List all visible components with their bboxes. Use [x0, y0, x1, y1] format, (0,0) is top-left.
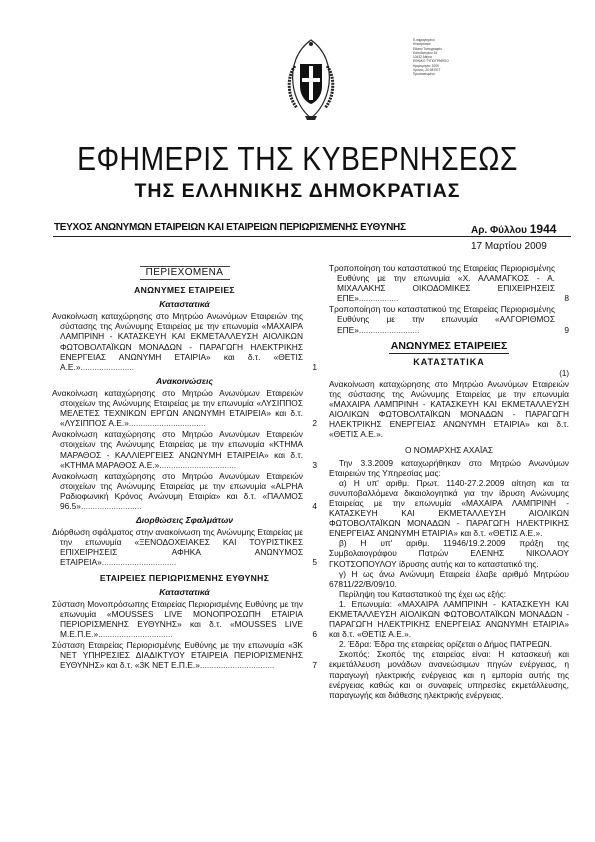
issue-number-value: 1944	[529, 222, 557, 236]
stamp-line: Εθνικό Τυπογραφείο	[413, 46, 442, 51]
toc-entry-text: Σύσταση Εταιρείας Περιορισμένης Ευθύνης με την επωνυμία «3Κ ΝΕΤ ΥΠΗΡΕΣΙΕΣ ΔΙΑΔΙΚΤΥΟΥ ΕΤΑΙΡΕΙΑ ΠΕΡΙΟΡΙΣΜΕΝΗΣ ΕΥΘΥΝΗΣ» και δ.τ. «3Κ ΝΕΤ Ε.Π.Ε.».	[52, 640, 303, 671]
toc-entry[interactable]	[52, 640, 317, 670]
contents-ltd-heading: ΕΤΑΙΡΕΙΕΣ ΠΕΡΙΩΡΙΣΜΕΝΗΣ ΕΥΘΥΝΗΣ	[99, 572, 270, 583]
body-paragraph: Περίληψη του Καταστατικού της έχει ως εξής:	[339, 588, 507, 599]
toc-entry-text: Σύσταση Μονοπρόσωπης Εταιρείας Περιορισμένης Ευθύνης με την επωνυμία «MOUSSES LIVE ΜΟΝΟΠΡΟΣΩΠΗ ΕΤΑΙΡΙΑ ΠΕΡΙΟΡΙΣΜΕΝΗΣ ΕΥΘΥΝΗΣ» και δ.τ. «MOUSSES LIVE Μ.Ε.Π.Ε.».	[52, 598, 303, 639]
gazette-title: ΕΦΗΜΕΡΙΣ ΤΗΣ ΚΥΒΕΡΝΗΣΕΩΣ	[77, 140, 518, 177]
contents-announcements-heading: Ανακοινώσεις	[156, 375, 213, 386]
announcement-ref-number: (1)	[559, 368, 569, 378]
body-paragraph: 2. Έδρα: Έδρα της εταιρείας ορίζεται ο Δήμος ΠΑΤΡΕΩΝ.	[339, 639, 552, 650]
toc-entry-text: Ανακοίνωση καταχώρησης στο Μητρώο Ανωνύμων Εταιρειών της σύστασης της Ανώνυμης Εταιρείας με την επωνυμία «ΜΑΧΑΙΡΑ ΛΑΜΠΡΙΝΗ - ΚΑΤΑΣΚΕΥΗ ΚΑΙ ΕΚΜΕΤΑΛΛΕΥΣΗ ΑΙΟΛΙΚΩΝ ΦΩΤΟΒΟΛΤΑΪΚΩΝ ΜΟΝΑΔΩΝ - ΠΑΡΑΓΩΓΗ ΗΛΕΚΤΡΙΚΗΣ ΕΝΕΡΓΕΙΑΣ ΑΝΩΝΥΜΗ ΕΤΑΙΡΙΑ» και δ.τ. «ΘΕΤΙΣ Α.Ε.».	[52, 311, 303, 372]
toc-entry-text: Ανακοίνωση καταχώρησης στο Μητρώο Ανωνύμων Εταιρειών στοιχείων της Ανώνυμης Εταιρείας με την επωνυμία «ALPHA Ραδιοφωνική Κρόνος Ανώνυμη Εταιρία» και δ.τ. «ΠΑΛΜΟΣ 96.5».	[52, 470, 303, 511]
toc-dots: .........................	[361, 324, 420, 335]
toc-entry-page: 4	[312, 500, 317, 511]
toc-entry[interactable]	[329, 263, 569, 303]
body-paragraph: Την 3.3.2009 καταχωρήθηκαν στο Μητρώο Ανωνύμων Εταιρειών της Υπηρεσίας μας:	[329, 457, 569, 478]
toc-dots: ...............................	[100, 629, 173, 639]
body-paragraph: 1. Επωνυμία: «ΜΑΧΑΙΡΑ ΛΑΜΠΡΙΝΗ - ΚΑΤΑΣΚΕΥΗ ΚΑΙ ΕΚΜΕΤΑΛΛΕΥΣΗ ΑΙΟΛΙΚΩΝ ΦΩΤΟΒΟΛΤΑΪΚΩΝ ΜΟΝΑΔΩΝ - ΠΑΡΑΓΩΓΗ ΗΛΕΚΤΡΙΚΗΣ ΕΝΕΡΓΕΙΑΣ ΑΝΩΝΥΜΗ ΕΤΑΙΡΙΑ» και δ.τ. «ΘΕΤΙΣ Α.Ε.».	[329, 598, 569, 640]
header-rule	[53, 236, 571, 237]
gazette-subtitle: ΤΗΣ ΕΛΛΗΝΙΚΗΣ ΔΗΜΟΚΡΑΤΙΑΣ	[134, 180, 461, 202]
toc-entry-text: Ανακοίνωση καταχώρησης στο Μητρώο Ανωνύμων Εταιρειών στοιχείων της Ανώνυμης Εταιρείας με την επωνυμία «ΛΥΣΙΠΠΟΣ ΜΕΛΕΤΕΣ ΤΕΧΝΙΚΩΝ ΕΡΓΩΝ ΑΝΩΝΥΜΗ ΕΤΑΙΡΕΙΑ» και δ.τ. «ΛΥΣΙΠΠΟΣ Α.Ε.».	[52, 387, 303, 429]
contents-sa-heading: ΑΝΩΝΥΜΕΣ ΕΤΑΙΡΕΙΕΣ	[134, 285, 235, 296]
stamp-line: Καποδιστρίου 34	[413, 50, 438, 55]
announcement-intro: Ανακοίνωση καταχώρησης στο Μητρώο Ανωνύμων Εταιρειών της σύστασης της Ανώνυμης Εταιρείας με την επωνυμία «ΜΑΧΑΙΡΑ ΛΑΜΠΡΙΝΗ - ΚΑΤΑΣΚΕΥΗ ΚΑΙ ΕΚΜΕΤΑΛΛΕΥΣΗ ΑΙΟΛΙΚΩΝ ΦΩΤΟΒΟΛΤΑΪΚΩΝ ΜΟΝΑΔΩΝ - ΠΑΡΑΓΩΓΗ ΗΛΕΚΤΡΙΚΗΣ ΕΝΕΡΓΕΙΑΣ ΑΝΩΝΥΜΗ ΕΤΑΙΡΙΑ» και δ.τ. «ΘΕΤΙΣ Α.Ε.».	[329, 378, 569, 440]
toc-entry-text: Τροποποίηση του καταστατικού της Εταιρείας Περιορισμένης Ευθύνης με την επωνυμία «ΑΛΓΟΡΙΘΜΟΣ ΕΠΕ».	[329, 304, 555, 335]
issue-date: 17 Μαρτίου 2009	[471, 241, 547, 252]
toc-entry-page: 6	[312, 629, 317, 639]
toc-entry-page: 2	[312, 418, 317, 429]
toc-entry[interactable]	[52, 311, 317, 372]
body-paragraph: γ) Η ως άνω Ανώνυμη Εταιρεία έλαβε αριθμό Μητρώου 67811/22/Β/09/10.	[329, 568, 569, 589]
body-subsection-heading: ΚΑΤΑΣΤΑΤΙΚΑ	[413, 356, 485, 367]
contents-statutes-heading: Καταστατικά	[159, 299, 210, 310]
body-paragraph: Σκοπός: Σκοπός της εταιρείας είναι: Η κατασκευή και εκμετάλλευση μονάδων ανανεώσιμων πηγών ενέργειας, η παραγωγή ηλεκτρικής ενέργειας και η εμπορία αυτής της ενέργειας καθώς και οι συναφείς υπηρεσίες εκμετάλλευσης, παραγωγής και διάθεσης ηλεκτρικής ενέργειας.	[329, 649, 569, 700]
toc-entry[interactable]	[52, 471, 317, 511]
toc-entry-page: 9	[564, 324, 569, 335]
electronic-signature-stamp	[413, 38, 471, 77]
contents-column	[52, 263, 317, 671]
issue-number	[471, 222, 556, 236]
stamp-line: Ε-σφραγισμένο	[413, 38, 435, 42]
toc-entry[interactable]	[52, 388, 317, 428]
greek-coat-of-arms-icon	[285, 36, 337, 122]
toc-entry[interactable]	[52, 429, 317, 469]
toc-entry-text: Ανακοίνωση καταχώρησης στο Μητρώο Ανωνύμων Εταιρειών στοιχείων της Ανώνυμης Εταιρείας με την επωνυμία «ΚΤΗΜΑ ΜΑΡΑΘΟΣ - ΚΑΛΛΙΕΡΓΕΙΕΣ ΑΝΩΝΥΜΗ ΕΤΑΙΡΕΙΑ» και δ.τ. «ΚΤΗΜΑ ΜΑΡΑΘΟΣ Α.Ε.».	[52, 429, 303, 470]
stamp-line: Ηλεκτρονικά	[413, 42, 431, 47]
body-column	[329, 263, 569, 700]
prefect-title: Ο ΝΟΜΑΡΧΗΣ ΑΧΑΪΑΣ	[404, 444, 494, 455]
body-paragraph: α) Η υπ' αριθμ. Πρωτ. 1140-27.2.2009 αίτηση και τα συνυποβαλλόμενα δικαιολογητικά για την ίδρυση Ανώνυμης Εταιρείας με την επωνυμία «ΜΑΧΑΙΡΑ ΛΑΜΠΡΙΝΗ - ΚΑΤΑΣΚΕΥΗ ΚΑΙ ΕΚΜΕΤΑΛΛΕΥΣΗ ΑΙΟΛΙΚΩΝ ΦΩΤΟΒΟΛΤΑΪΚΩΝ ΜΟΝΑΔΩΝ - ΠΑΡΑΓΩΓΗ ΗΛΕΚΤΡΙΚΗΣ ΕΝΕΡΓΕΙΑΣ ΑΝΩΝΥΜΗ ΕΤΑΙΡΙΑ» και δ.τ. «ΘΕΤΙΣ Α.Ε.».	[329, 477, 569, 539]
stamp-line: 10432 Αθήνα	[413, 55, 432, 60]
toc-entry[interactable]	[52, 527, 317, 567]
contents-corrections-heading: Διορθώσεις Σφαλμάτων	[135, 515, 234, 526]
stamp-line: Προστατευμένο	[413, 72, 435, 77]
toc-entry-page: 7	[312, 660, 317, 671]
stamp-line: Χρόνος: 20:08 ΕΕΤ	[413, 68, 441, 73]
body-paragraph: β) Η υπ' αριθμ. 11946/19.2.2009 πράξη της Συμβολαιογράφου Πατρών ΕΛΕΝΗΣ ΝΙΚΟΛΑΟΥ ΓΚΟΤΣΟΠΟΥΛΟΥ ίδρυσης αυτής και το καταστατικό της.	[329, 538, 569, 569]
toc-dots: ......................	[82, 361, 135, 372]
stamp-line: Ημερομηνία: 2009	[413, 63, 439, 68]
toc-entry-page: 5	[312, 557, 317, 568]
toc-entry-page: 3	[312, 459, 317, 470]
issue-number-label: Αρ. Φύλλου	[471, 225, 527, 236]
contents-title: ΠΕΡΙΕΧΟΜΕΝΑ	[140, 266, 230, 280]
toc-dots: ................................	[161, 459, 237, 470]
issue-type-label: ΤΕΥΧΟΣ ΑΝΩΝΥΜΩΝ ΕΤΑΙΡΕΙΩΝ ΚΑΙ ΕΤΑΙΡΕΙΩΝ ΠΕΡΙΩΡΙΣΜΕΝΗΣ ΕΥΘΥΝΗΣ	[54, 222, 406, 233]
toc-entry-text: Διόρθωση σφάλματος στην ανακοίνωση της Ανώνυμης Εταιρείας με την επωνυμία «ΞΕΝΟΔΟΧΕΙΑΚΕΣ ΚΑΙ ΤΟΥΡΙΣΤΙΚΕΣ ΕΠΙΧΕΙΡΗΣΕΙΣ ΑΦΗΚΑ ΑΝΩΝΥΜΟΣ ΕΤΑΙΡΕΙΑ».	[52, 527, 303, 568]
contents-ltd-statutes-heading: Καταστατικά	[159, 586, 210, 597]
body-section-heading: ΑΝΩΝΥΜΕΣ ΕΤΑΙΡΕΙΕΣ	[389, 341, 509, 354]
toc-dots: ................	[361, 293, 399, 304]
toc-entry-text: Τροποποίηση του καταστατικού της Εταιρείας Περιορισμένης Ευθύνης με την επωνυμία «Χ. ΑΛΑΜΑΓΚΟΣ - Α. ΜΙΧΑΛΑΚΗΣ ΟΙΚΟΔΟΜΙΚΕΣ ΕΠΙΧΕΙΡΗΣΕΙΣ ΕΠΕ».	[329, 263, 555, 304]
toc-entry[interactable]	[329, 304, 569, 334]
toc-dots: ...............................	[104, 557, 177, 568]
toc-entry[interactable]	[52, 599, 317, 639]
toc-dots: .........................	[83, 500, 142, 511]
toc-dots: ...............................	[202, 660, 275, 671]
toc-dots: ................................	[131, 418, 206, 429]
toc-entry-page: 1	[312, 361, 317, 372]
stamp-line: ΕΘΝΙΚΟ ΤΥΠΟΓΡΑΦΕΙΟ	[413, 59, 449, 64]
toc-entry-page: 8	[564, 293, 569, 304]
